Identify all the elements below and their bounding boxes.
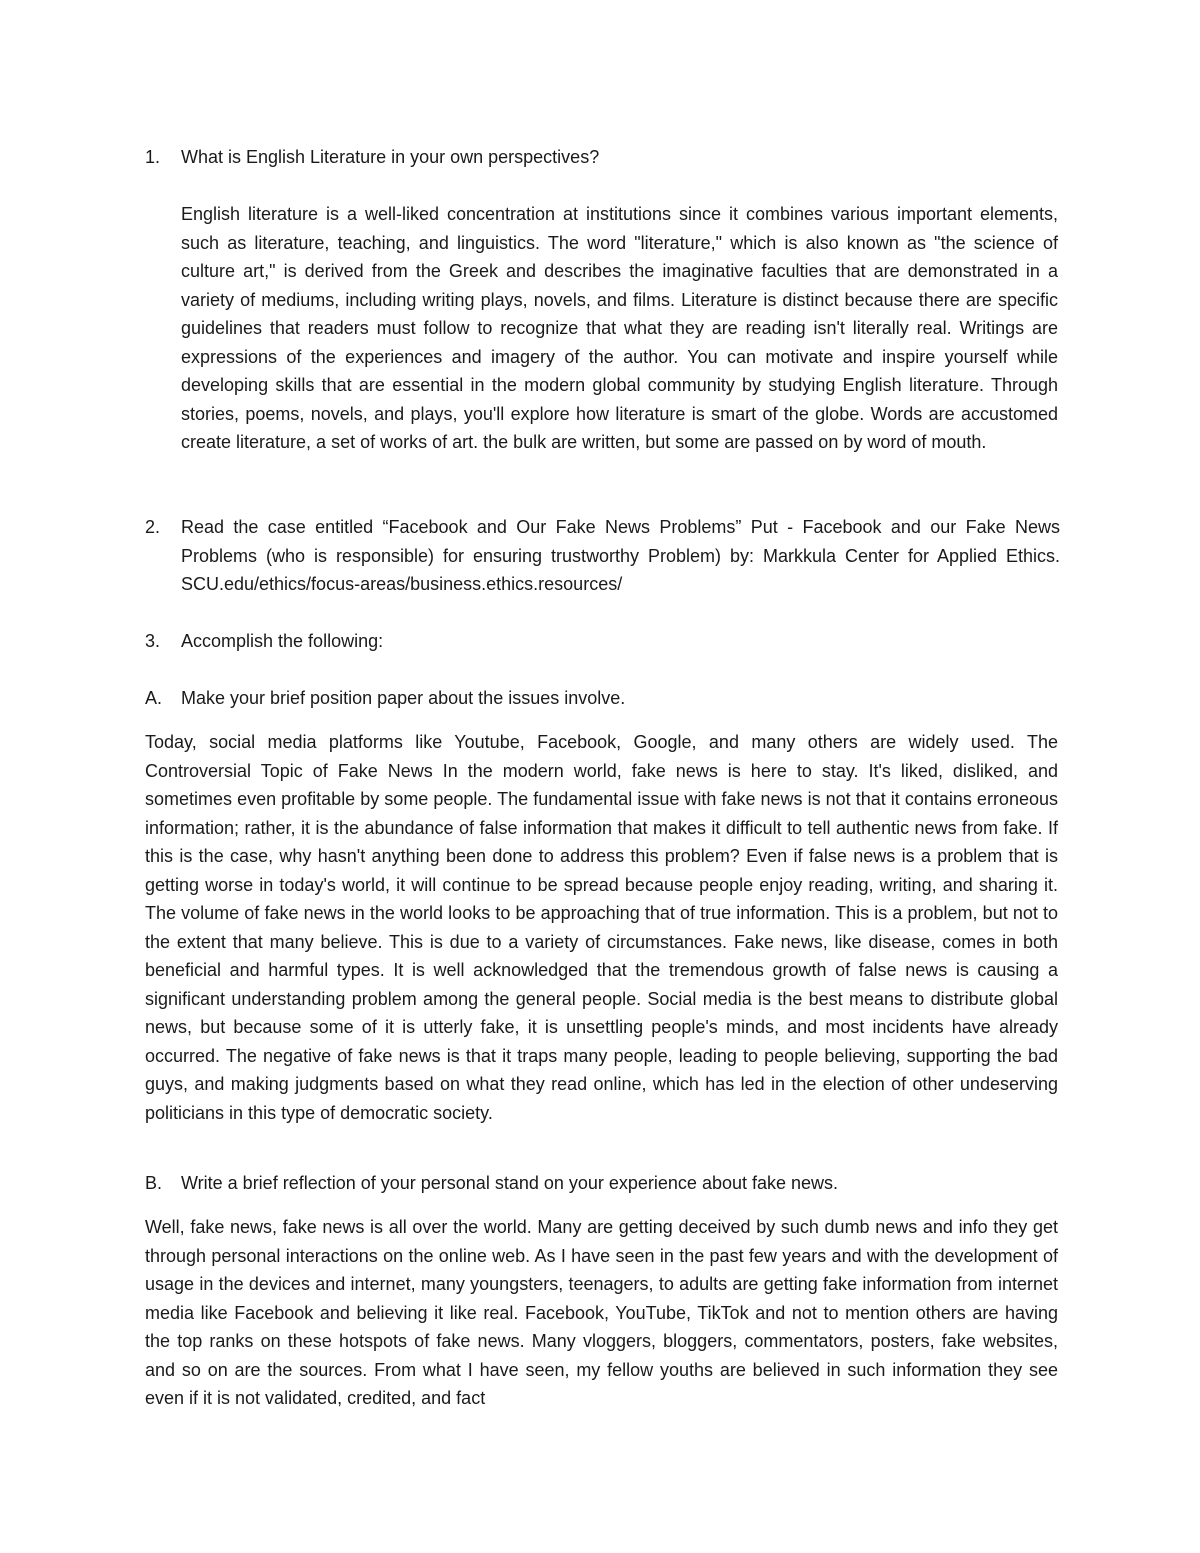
task-a-response: Today, social media platforms like Youtube, Facebook, Google, and many others are widely used. The Controversial Topic of Fake News In the modern world, fake news is here to stay. It's liked, disliked, and sometimes even profitable by some people. The fundamental issue with fake news is not that it contains erroneous information; rather, it is the abundance of false information that makes it difficult to tell authentic news from fake. If this is the case, why hasn't anything been done to address this problem? Even if false news is a problem that is getting worse in today's world, it will continue to be spread because people enjoy reading, writing, and sharing it. The volume of fake news in the world looks to be approaching that of true information. This is a problem, but not to the extent that many believe. This is due to a variety of circumstances. Fake news, like disease, comes in both beneficial and harmful types. It is well acknowledged that the tremendous growth of false news is causing a significant understanding problem among the general people. Social media is the best means to distribute global news, but because some of it is utterly fake, it is unsettling people's minds, and most incidents have already occurred. The negative of fake news is that it traps many people, leading to people believing, supporting the bad guys, and making judgments based on what they read online, which has led in the election of other undeserving politicians in this type of democratic society.: [145, 732, 1058, 1123]
question-2-text: Read the case entitled “Facebook and Our Fake News Problems” Put - Facebook and our Fake News Problems (who is responsible) for ensuring trustworthy Problem) by: Markkula Center for Applied Ethics. SCU.edu/ethics/focus-areas/business.ethics.resources/: [181, 517, 1060, 594]
question-3-text: Accomplish the following:: [181, 631, 384, 651]
task-b-letter: B.: [145, 1173, 163, 1193]
task-a-letter: A.: [145, 688, 163, 708]
question-2: [145, 513, 1060, 599]
task-a: [145, 684, 1060, 713]
question-1-answer: English literature is a well-liked concentration at institutions since it combines various important elements, such as literature, teaching, and linguistics. The word "literature," which is also known as "the science of culture art," is derived from the Greek and describes the imaginative faculties that are demonstrated in a variety of mediums, including writing plays, novels, and films. Literature is distinct because there are specific guidelines that readers must follow to recognize that what they are reading isn't literally real. Writings are expressions of the experiences and imagery of the author. You can motivate and inspire yourself while developing skills that are essential in the modern global community by studying English literature. Through stories, poems, novels, and plays, you'll explore how literature is smart of the globe. Words are accustomed create literature, a set of works of art. the bulk are written, but some are passed on by word of mouth.: [181, 204, 1058, 452]
question-3-number: 3.: [145, 631, 161, 651]
question-1-number: 1.: [145, 147, 161, 167]
task-b-response: Well, fake news, fake news is all over the world. Many are getting deceived by such dumb news and info they get through personal interactions on the online web. As I have seen in the past few years and with the development of usage in the devices and internet, many youngsters, teenagers, to adults are getting fake information from internet media like Facebook and believing it like real. Facebook, YouTube, TikTok and not to mention others are having the top ranks on these hotspots of fake news. Many vloggers, bloggers, commentators, posters, fake websites, and so on are the sources. From what I have seen, my fellow youths are believed in such information they see even if it is not validated, credited, and fact: [145, 1217, 1058, 1408]
task-a-text: Make your brief position paper about the issues involve.: [181, 688, 626, 708]
task-b-text: Write a brief reflection of your personal stand on your experience about fake news.: [181, 1173, 839, 1193]
question-1: [145, 143, 1060, 172]
task-b: [145, 1169, 1060, 1198]
question-1-text: What is English Literature in your own perspectives?: [181, 147, 600, 167]
question-2-number: 2.: [145, 517, 161, 537]
question-3: [145, 627, 1060, 656]
